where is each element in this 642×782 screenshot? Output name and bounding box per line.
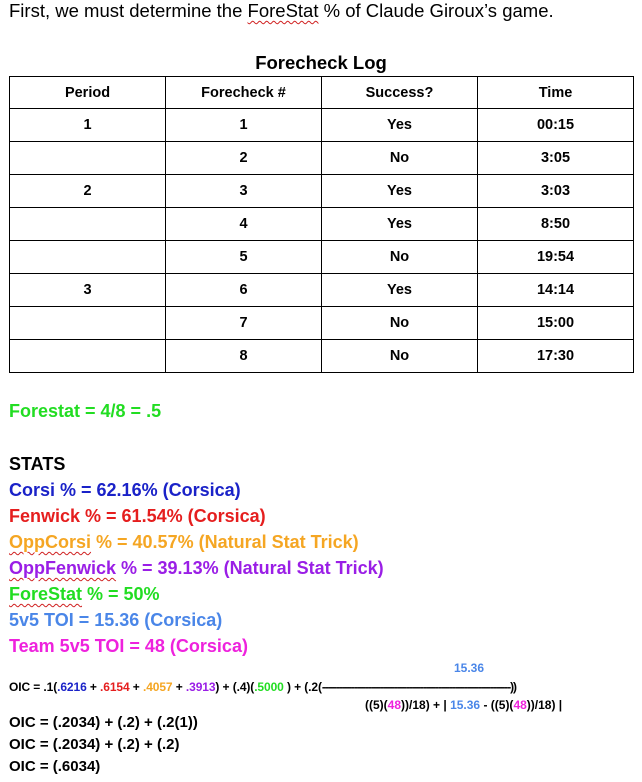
formula-part: - ((5)( xyxy=(480,698,514,712)
table-row xyxy=(10,142,634,175)
formula-main xyxy=(9,680,516,694)
formula-part: OIC = .1( xyxy=(9,680,58,694)
stat-oppcorsi xyxy=(9,532,359,553)
stat-corsi: Corsi % = 62.16% (Corsica) xyxy=(9,480,241,500)
cell-success: No xyxy=(322,307,478,340)
table-row xyxy=(10,340,634,373)
cell-forecheck: 1 xyxy=(166,109,322,142)
forestat-rest: % = 50% xyxy=(82,584,160,604)
result-line: OIC = (.6034) xyxy=(9,758,101,775)
formula-part: + xyxy=(172,680,186,694)
result-line: OIC = (.2034) + (.2) + (.2) xyxy=(9,736,180,753)
formula-team-toi-value: 48 xyxy=(387,698,402,712)
cell-period: 1 xyxy=(10,109,166,142)
intro-before: First, we must determine the xyxy=(9,0,248,21)
oppfenwick-rest: % = 39.13% (Natural Stat Trick) xyxy=(116,558,384,578)
formula-toi-value: 15.36 xyxy=(450,698,481,712)
intro-term: ForeStat xyxy=(247,0,319,21)
table-row xyxy=(10,208,634,241)
intro-text xyxy=(9,0,554,22)
formula-part: + xyxy=(86,680,101,694)
table-row xyxy=(10,175,634,208)
oppfenwick-term: OppFenwick xyxy=(9,558,117,578)
oppcorsi-rest: % = 40.57% (Natural Stat Trick) xyxy=(91,532,359,552)
formula-part: ) + (.2( xyxy=(283,680,322,694)
cell-time: 17:30 xyxy=(478,340,634,373)
cell-forecheck: 7 xyxy=(166,307,322,340)
formula-part: ((5)( xyxy=(365,698,388,712)
cell-forecheck: 6 xyxy=(166,274,322,307)
cell-period: 2 xyxy=(10,175,166,208)
cell-success: No xyxy=(322,241,478,274)
stat-toi: 5v5 TOI = 15.36 (Corsica) xyxy=(9,610,223,630)
cell-period xyxy=(10,208,166,241)
cell-success: Yes xyxy=(322,274,478,307)
formula-part: ))/18) | xyxy=(526,698,563,712)
formula-part: ) + (.4)( xyxy=(215,680,255,694)
stat-forestat xyxy=(9,584,160,605)
formula-oppfenwick-value: .3913 xyxy=(185,680,216,694)
cell-success: No xyxy=(322,142,478,175)
cell-time: 00:15 xyxy=(478,109,634,142)
oppcorsi-term: OppCorsi xyxy=(9,532,92,552)
cell-period xyxy=(10,142,166,175)
cell-period xyxy=(10,307,166,340)
cell-time: 15:00 xyxy=(478,307,634,340)
header-forecheck: Forecheck # xyxy=(166,77,322,109)
cell-success: Yes xyxy=(322,208,478,241)
stat-oppfenwick xyxy=(9,558,384,579)
formula-fraction-bar: -----------------------------------------------------------------)) xyxy=(321,680,516,694)
cell-time: 3:05 xyxy=(478,142,634,175)
cell-success: Yes xyxy=(322,109,478,142)
formula-denominator xyxy=(365,698,562,712)
formula-part: + xyxy=(129,680,143,694)
table-row xyxy=(10,307,634,340)
formula-part: ))/18) + | xyxy=(401,698,451,712)
header-success: Success? xyxy=(322,77,478,109)
cell-success: No xyxy=(322,340,478,373)
cell-period xyxy=(10,340,166,373)
header-period: Period xyxy=(10,77,166,109)
forestat-calculation: Forestat = 4/8 = .5 xyxy=(9,401,162,421)
table-header-row xyxy=(10,77,634,109)
cell-period: 3 xyxy=(10,274,166,307)
cell-period xyxy=(10,241,166,274)
cell-success: Yes xyxy=(322,175,478,208)
cell-time: 3:03 xyxy=(478,175,634,208)
cell-forecheck: 8 xyxy=(166,340,322,373)
cell-forecheck: 2 xyxy=(166,142,322,175)
forecheck-log-table xyxy=(9,76,634,373)
formula-team-toi-value: 48 xyxy=(513,698,527,712)
table-title: Forecheck Log xyxy=(255,52,387,73)
cell-time: 8:50 xyxy=(478,208,634,241)
intro-after: % of Claude Giroux’s game. xyxy=(318,0,554,21)
stat-team-toi: Team 5v5 TOI = 48 (Corsica) xyxy=(9,636,248,656)
stats-heading: STATS xyxy=(9,454,66,474)
table-row xyxy=(10,109,634,142)
cell-time: 19:54 xyxy=(478,241,634,274)
formula-numerator: 15.36 xyxy=(454,661,485,675)
cell-forecheck: 4 xyxy=(166,208,322,241)
formula-corsi-value: .6216 xyxy=(57,680,87,694)
formula-fenwick-value: .6154 xyxy=(100,680,130,694)
table-row xyxy=(10,241,634,274)
stat-fenwick: Fenwick % = 61.54% (Corsica) xyxy=(9,506,266,526)
cell-forecheck: 3 xyxy=(166,175,322,208)
result-line: OIC = (.2034) + (.2) + (.2(1)) xyxy=(9,714,198,731)
formula-forestat-value: .5000 xyxy=(254,680,284,694)
cell-forecheck: 5 xyxy=(166,241,322,274)
formula-oppcorsi-value: .4057 xyxy=(142,680,173,694)
header-time: Time xyxy=(478,77,634,109)
cell-time: 14:14 xyxy=(478,274,634,307)
table-row xyxy=(10,274,634,307)
forestat-term: ForeStat xyxy=(9,584,83,604)
